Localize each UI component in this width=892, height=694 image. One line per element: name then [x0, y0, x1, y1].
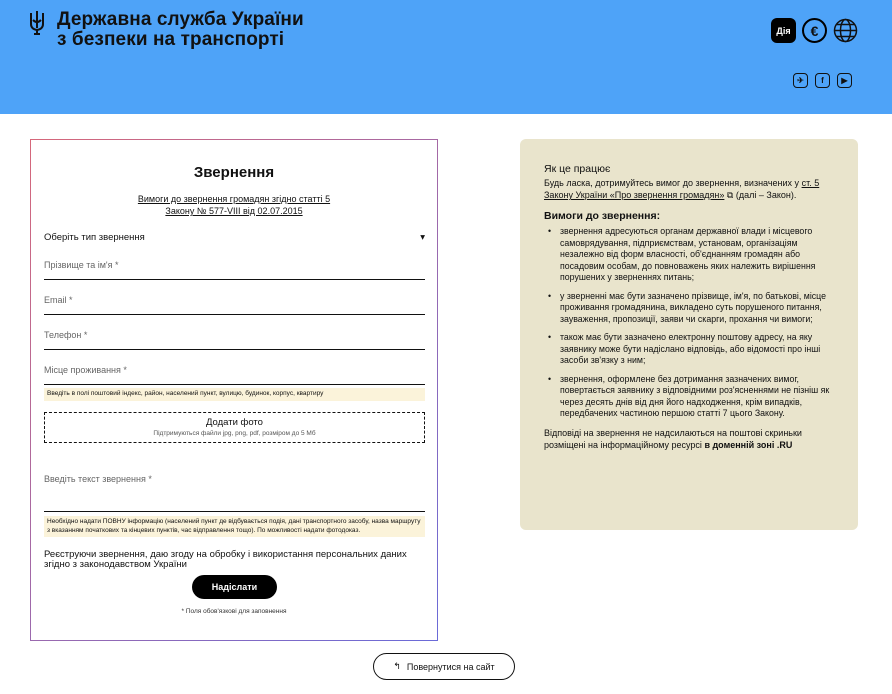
address-field[interactable]: Місце проживання * — [44, 365, 425, 385]
appeal-type-select[interactable]: Оберіть тип звернення ▾ — [44, 232, 425, 243]
list-item: • також має бути зазначено електронну поштову адресу, на яку заявнику може бути надіслано відповідь, або відомості про інші засоби зв'язку з ним; — [544, 332, 834, 367]
list-item: • звернення адресуються органам державної влади і місцевого самоврядування, підприємствам, установам, організаціям незалежно від форм власності, об'єднанням громадян або посадовим особам, до повноважень яких належить вирішення порушених у зверненнях питань; — [544, 226, 834, 284]
address-hint: Введіть в полі поштовий індекс, район, населений пункт, вулицю, будинок, корпус, квартиру — [44, 388, 425, 401]
email-field[interactable]: Email * — [44, 295, 425, 315]
back-to-site-button[interactable]: ↰ Повернутися на сайт — [373, 653, 515, 680]
how-title: Як це працює — [544, 163, 611, 175]
site-header — [0, 0, 892, 114]
top-icons — [771, 18, 858, 43]
ru-note: Відповіді на звернення не надсилаються на поштові скриньки розміщені на інформаційному ресурсі в доменній зоні .RU — [544, 427, 802, 450]
chevron-down-icon: ▾ — [420, 232, 425, 243]
appeal-text-field[interactable]: Введіть текст звернення * — [44, 474, 425, 512]
phone-field[interactable]: Телефон * — [44, 330, 425, 350]
site-title[interactable]: Державна служба України з безпеки на транспорті — [57, 9, 304, 50]
appeal-text-hint: Необхідно надати ПОВНУ інформацію (населений пункт де відбувається подія, дані транспортного засобу, назва маршруту з вказанням початкових та кінцевих пунктів, час відправлення тощо). По можливості надати фотодоказ. — [44, 516, 425, 537]
name-field[interactable]: Прізвище та ім'я * — [44, 260, 425, 280]
form-title: Звернення — [193, 164, 275, 181]
requirements-list — [544, 226, 834, 420]
info-panel — [520, 139, 858, 530]
telegram-icon[interactable]: ✈ — [793, 73, 808, 88]
list-item: • у зверненні має бути зазначено прізвище, ім'я, по батькові, місце проживання громадянина, викладено суть порушеного питання, зауваження, пропозиції, заяви чи скарги, прохання чи вимоги; — [544, 291, 834, 326]
facebook-icon[interactable]: f — [815, 73, 830, 88]
external-link-icon: ⧉ — [726, 190, 734, 200]
trident-icon — [28, 10, 46, 36]
social-links — [793, 73, 852, 88]
requirements-link[interactable]: Вимоги до звернення громадян згідно статті 5 Закону № 577-VIII від 02.07.2015 — [137, 194, 331, 216]
appeal-form — [30, 139, 438, 641]
law-link[interactable]: ст. 5 Закону України «Про звернення громадян» — [544, 178, 820, 200]
globe-icon[interactable] — [833, 18, 858, 43]
diia-icon[interactable]: Дія — [771, 18, 796, 43]
how-text: Будь ласка, дотримуйтесь вимог до звернення, визначених у ст. 5 Закону України «Про звернення громадян» ⧉ (далі – Закон). — [544, 178, 820, 200]
requirements-title: Вимоги до звернення: — [544, 210, 661, 222]
list-item: • звернення, оформлене без дотримання зазначених вимог, повертається заявнику з відповідними роз'ясненнями не пізніш як через десять днів від дня його надходження, крім випадків, передбачених частиною першою статті 7 цього Закону. — [544, 374, 834, 420]
youtube-icon[interactable]: ▶ — [837, 73, 852, 88]
consent-text: Реєструючи звернення, даю згоду на обробку і використання персональних даних згідно з законодавством України — [44, 549, 407, 570]
return-arrow-icon: ↰ — [393, 661, 401, 671]
euro-icon[interactable]: € — [802, 18, 827, 43]
submit-button[interactable]: Надіслати — [192, 575, 277, 599]
add-photo-button[interactable]: Додати фото Підтримуються файли jpg, png, pdf, розміром до 5 Мб — [44, 412, 425, 443]
required-note: * Поля обов'язкові для заповнення — [181, 608, 287, 615]
